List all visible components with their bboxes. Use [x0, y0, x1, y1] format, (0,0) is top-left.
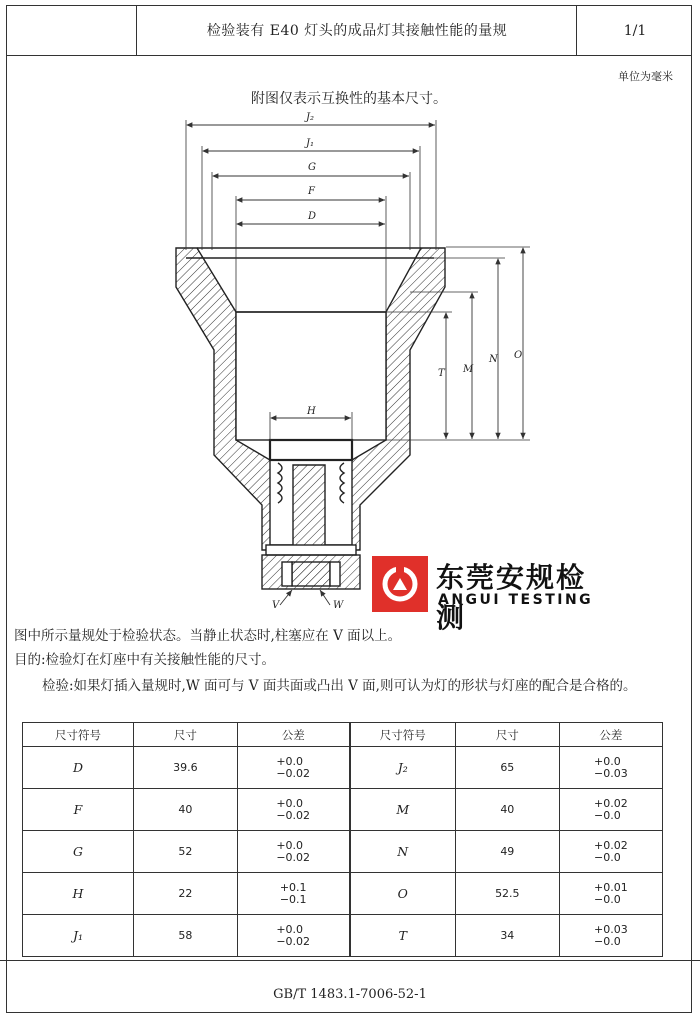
- table-row: [23, 747, 663, 789]
- tolerance-cell: [237, 747, 349, 789]
- tolerance-cell: [559, 747, 662, 789]
- symbol-cell: O: [350, 873, 456, 915]
- symbol-cell: T: [350, 915, 456, 957]
- size-cell: 40: [455, 789, 559, 831]
- symbol-cell: J₁: [23, 915, 134, 957]
- table-row: [23, 915, 663, 957]
- tol-lower: −0.02: [276, 850, 311, 864]
- tol-lower: −0.1: [279, 892, 307, 906]
- label-h: H: [307, 406, 316, 417]
- label-o: O: [514, 350, 523, 361]
- col-tol-2: 公差: [559, 723, 662, 747]
- table-row: [23, 873, 663, 915]
- size-cell: 49: [455, 831, 559, 873]
- label-v: V: [272, 600, 280, 611]
- symbol-cell: J₂: [350, 747, 456, 789]
- watermark-cn: 东莞安规检测: [436, 561, 587, 634]
- tol-upper: +0.0: [276, 754, 304, 768]
- figure-note: 附图仅表示互换性的基本尺寸。: [251, 91, 447, 107]
- col-symbol-1: 尺寸符号: [23, 723, 134, 747]
- tol-upper: +0.0: [276, 796, 304, 810]
- footer: [0, 960, 700, 1001]
- tol-lower: −0.02: [276, 934, 311, 948]
- symbol-cell: H: [23, 873, 134, 915]
- dimension-table: [22, 722, 663, 957]
- tolerance-cell: [559, 789, 662, 831]
- label-d: D: [308, 211, 317, 222]
- symbol-cell: N: [350, 831, 456, 873]
- tol-lower: −0.0: [594, 892, 621, 906]
- tolerance-cell: [559, 915, 662, 957]
- standard-code: GB/T 1483.1-7006-52-1: [273, 987, 427, 1002]
- label-m: M: [463, 364, 474, 375]
- tolerance-cell: [237, 915, 349, 957]
- gauge-body: [176, 248, 445, 589]
- unit-note: 单位为毫米: [618, 70, 673, 83]
- page-title: 检验装有 E40 灯头的成品灯其接触性能的量规: [206, 23, 508, 39]
- tol-upper: +0.01: [594, 880, 628, 894]
- size-cell: 40: [133, 789, 237, 831]
- watermark-en: ANGUI TESTING: [438, 592, 594, 608]
- page-number: 1/1: [623, 23, 647, 39]
- label-n: N: [489, 354, 498, 365]
- label-f: F: [308, 186, 315, 197]
- watermark-logo: [372, 556, 602, 634]
- tol-upper: +0.1: [279, 880, 307, 894]
- tol-lower: −0.02: [276, 766, 311, 780]
- tolerance-cell: [237, 873, 349, 915]
- tol-upper: +0.02: [594, 838, 628, 852]
- paragraph-inspection: 检验:如果灯插入量规时,W 面可与 V 面共面或凸出 V 面,则可认为灯的形状与灯座的配合是合格的。: [42, 678, 637, 694]
- table-header-row: [23, 723, 663, 747]
- tol-upper: +0.02: [594, 796, 628, 810]
- tol-upper: +0.0: [594, 754, 621, 768]
- size-cell: 65: [455, 747, 559, 789]
- tol-lower: −0.0: [594, 808, 621, 822]
- tol-upper: +0.0: [276, 838, 304, 852]
- symbol-cell: D: [23, 747, 134, 789]
- label-j2: J₂: [306, 112, 315, 123]
- paragraph-purpose: 目的:检验灯在灯座中有关接触性能的尺寸。: [14, 652, 276, 668]
- label-j1: J₁: [306, 138, 315, 149]
- tolerance-cell: [559, 873, 662, 915]
- size-cell: 52: [133, 831, 237, 873]
- symbol-cell: G: [23, 831, 134, 873]
- col-size-1: 尺寸: [133, 723, 237, 747]
- col-size-2: 尺寸: [455, 723, 559, 747]
- size-cell: 22: [133, 873, 237, 915]
- table-row: [23, 831, 663, 873]
- tolerance-cell: [559, 831, 662, 873]
- col-tol-1: 公差: [237, 723, 349, 747]
- symbol-cell: F: [23, 789, 134, 831]
- tol-lower: −0.0: [594, 934, 621, 948]
- tol-lower: −0.03: [594, 766, 628, 780]
- size-cell: 52.5: [455, 873, 559, 915]
- tol-lower: −0.02: [276, 808, 311, 822]
- paragraph-state: 图中所示量规处于检验状态。当静止状态时,柱塞应在 V 面以上。: [14, 628, 402, 644]
- col-symbol-2: 尺寸符号: [350, 723, 456, 747]
- tol-upper: +0.0: [276, 922, 304, 936]
- tol-upper: +0.03: [594, 922, 628, 936]
- size-cell: 58: [133, 915, 237, 957]
- tol-lower: −0.0: [594, 850, 621, 864]
- label-w: W: [333, 600, 344, 611]
- label-g: G: [308, 162, 316, 173]
- symbol-cell: M: [350, 789, 456, 831]
- tolerance-cell: [237, 831, 349, 873]
- size-cell: 39.6: [133, 747, 237, 789]
- size-cell: 34: [455, 915, 559, 957]
- watermark-icon: [372, 556, 432, 612]
- label-t: T: [438, 368, 445, 379]
- table-row: [23, 789, 663, 831]
- tolerance-cell: [237, 789, 349, 831]
